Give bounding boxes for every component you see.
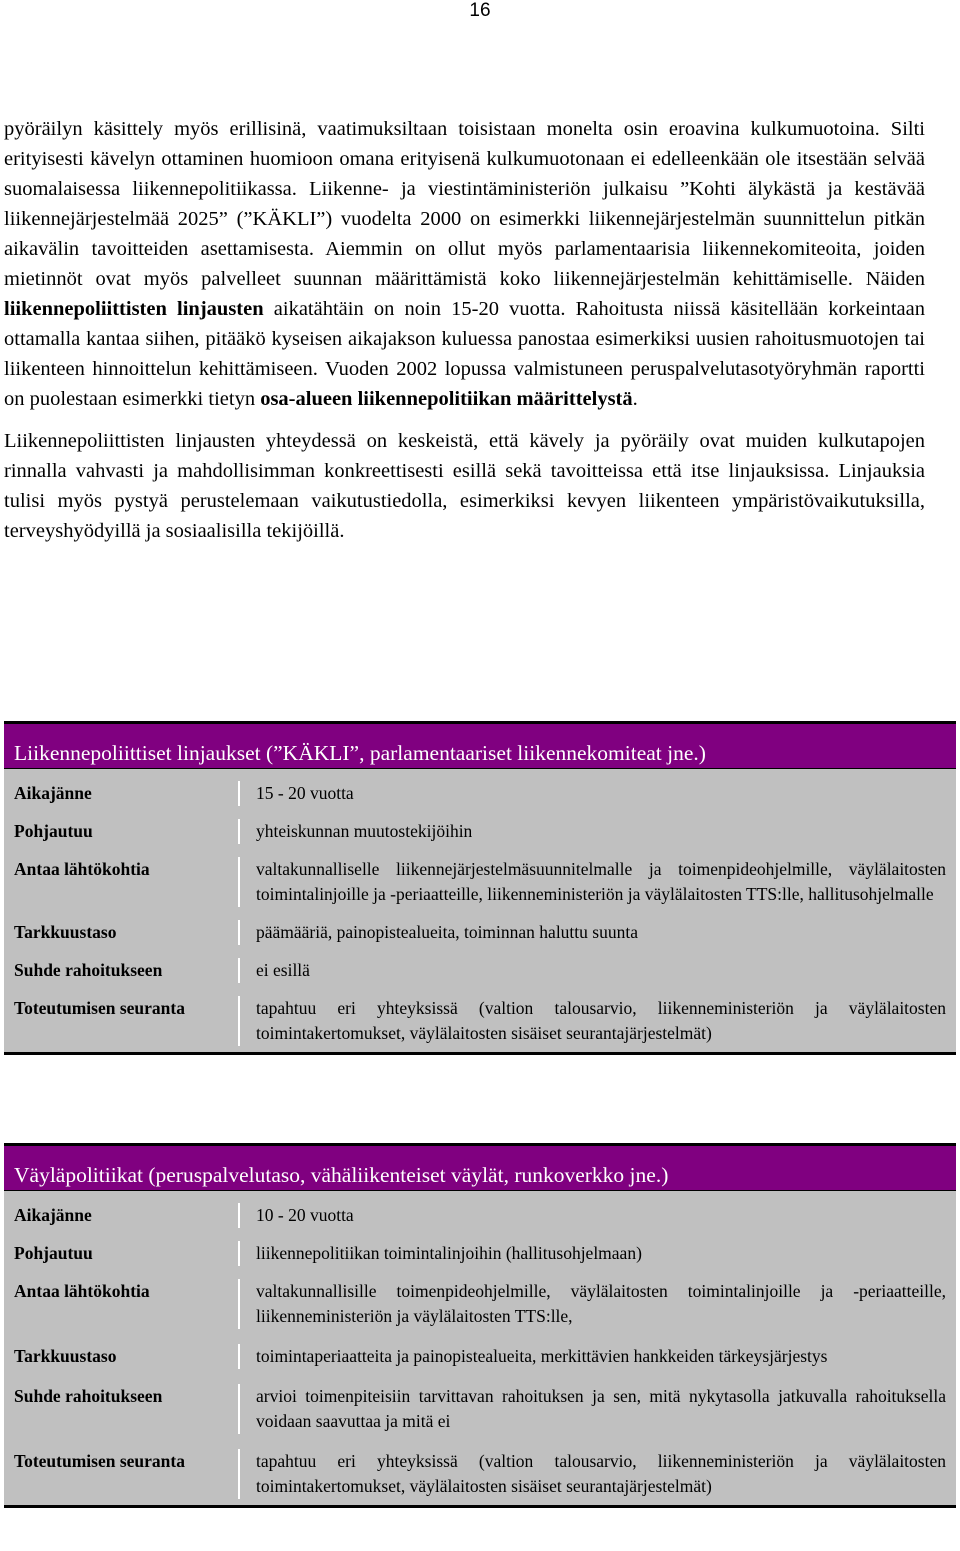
row-label: Antaa lähtökohtia: [4, 857, 240, 907]
policy-box-2-header: Väyläpolitiikat (peruspalvelutaso, vähäliikenteiset väylät, runkoverkko jne.): [4, 1146, 956, 1191]
row-label: Aikajänne: [4, 1203, 240, 1228]
box1-row-suhde-rahoitukseen: [4, 950, 956, 988]
row-value: toimintaperiaatteita ja painopistealueita, merkittävien hankkeiden tärkeysjärjestys: [256, 1346, 828, 1366]
box2-row-antaa-lahtokohtia: [4, 1271, 956, 1336]
row-label: Toteutumisen seuranta: [4, 996, 240, 1046]
row-label: Pohjautuu: [4, 819, 240, 844]
row-label: Tarkkuustaso: [4, 920, 240, 945]
paragraph-1-bold-2: osa-alueen liikennepolitiikan määrittelystä: [260, 388, 633, 410]
policy-box-1: [4, 721, 956, 1055]
row-value: tapahtuu eri yhteyksissä (valtion talousarvio, liikenneministeriön ja väylälaitosten toimintakertomukset, väylälaitosten sisäiset seurantajärjestelmät): [256, 1451, 946, 1496]
row-label: Toteutumisen seuranta: [4, 1449, 240, 1499]
paragraph-2: Liikennepoliittisten linjausten yhteydessä on keskeistä, että kävely ja pyöräily ovat muiden kulkutapojen rinnalla vahvasti ja mahdollisimman konkreettisesti esillä sekä tavoitteissa että itse linjauksissa. Linjauksia tulisi myös pystyä perustelemaan vaikutustiedolla, esimerkiksi kevyen liikenteen ympäristövaikutuksilla, terveyshyödyillä ja sosiaalisilla tekijöillä.: [4, 430, 925, 542]
box1-row-tarkkuustaso: [4, 912, 956, 950]
row-label: Pohjautuu: [4, 1241, 240, 1266]
row-value: ei esillä: [256, 960, 310, 980]
row-value: yhteiskunnan muutostekijöihin: [256, 821, 473, 841]
row-value: 10 - 20 vuotta: [256, 1205, 354, 1225]
paragraph-1-text-2: aikatähtäin on noin 15-20 vuotta. Rahoitusta niissä käsitellään korkeintaan ottamalla kantaa siihen, pitääkö kyseisen aikajakson kuluessa panostaa esimerkiksi uusien rahoitusmuotojen tai liikenteen hinnoittelun kehittämiseen. Vuoden 2002 lopussa valmistuneen peruspalvelutasotyöryhmän raportti on puolestaan esimerkki tietyn: [4, 298, 925, 410]
row-label: Aikajänne: [4, 781, 240, 806]
row-label: Suhde rahoitukseen: [4, 1384, 240, 1434]
row-label: Tarkkuustaso: [4, 1344, 240, 1369]
row-label: Antaa lähtökohtia: [4, 1279, 240, 1329]
row-value: liikennepolitiikan toimintalinjoihin (hallitusohjelmaan): [256, 1243, 642, 1263]
policy-box-2: [4, 1143, 956, 1508]
row-value: tapahtuu eri yhteyksissä (valtion talousarvio, liikenneministeriön ja väylälaitosten toimintakertomukset, väylälaitosten sisäiset seurantajärjestelmät): [256, 998, 946, 1043]
row-value: valtakunnalliselle liikennejärjestelmäsuunnitelmalle ja toimenpideohjelmille, väylälaitosten toimintalinjoille ja -periaatteille, liikenneministeriön ja väylälaitosten TTS:lle, hallitusohjelmalle: [256, 859, 946, 904]
box2-row-tarkkuustaso: [4, 1336, 956, 1376]
row-value: päämääriä, painopistealueita, toiminnan haluttu suunta: [256, 922, 638, 942]
box2-row-aikajanne: [4, 1191, 956, 1233]
box2-row-suhde-rahoitukseen: [4, 1376, 956, 1441]
body-text: [4, 114, 925, 558]
box1-row-pohjautuu: [4, 811, 956, 849]
box2-row-toteutumisen-seuranta: [4, 1441, 956, 1505]
box1-row-toteutumisen-seuranta: [4, 988, 956, 1052]
paragraph-1-text-3: .: [632, 388, 638, 410]
row-value: valtakunnallisille toimenpideohjelmille, väylälaitosten toimintalinjoille ja -periaatteille, liikenneministeriön ja väylälaitosten TTS:lle,: [256, 1281, 946, 1326]
paragraph-1-bold-1: liikennepoliittisten linjausten: [4, 298, 264, 320]
box1-row-antaa-lahtokohtia: [4, 849, 956, 912]
box2-row-pohjautuu: [4, 1233, 956, 1271]
row-value: arvioi toimenpiteisiin tarvittavan rahoituksen ja sen, mitä nykytasolla jatkuvalla rahoituksella voidaan saavuttaa ja mitä ei: [256, 1386, 946, 1431]
paragraph-1-text-1: pyöräilyn käsittely myös erillisinä, vaatimuksiltaan toisistaan monelta osin eroavina kulkumuotoina. Silti erityisesti kävelyn ottaminen huomioon omana erityisenä kulkumuotonaan ei edelleenkään ole itsestään selvää suomalaisessa liikennepolitiikassa. Liikenne- ja viestintäministeriön julkaisu ”Kohti älykästä ja kestävää liikennejärjestelmää 2025” (”KÄKLI”) vuodelta 2000 on esimerkki liikennejärjestelmän suunnittelun pitkän aikavälin tavoitteiden asettamisesta. Aiemmin on ollut myös parlamentaarisia liikennekomiteoita, joiden mietinnöt ovat myös palvelleet suunnan määrittämistä koko liikennejärjestelmän kehittämiselle. Näiden: [4, 118, 925, 290]
row-label: Suhde rahoitukseen: [4, 958, 240, 983]
row-value: 15 - 20 vuotta: [256, 783, 354, 803]
paragraph-1: [4, 114, 925, 414]
box1-row-aikajanne: [4, 769, 956, 811]
page-number: 16: [469, 0, 491, 21]
policy-box-1-header: Liikennepoliittiset linjaukset (”KÄKLI”, parlamentaariset liikennekomiteat jne.): [4, 724, 956, 769]
